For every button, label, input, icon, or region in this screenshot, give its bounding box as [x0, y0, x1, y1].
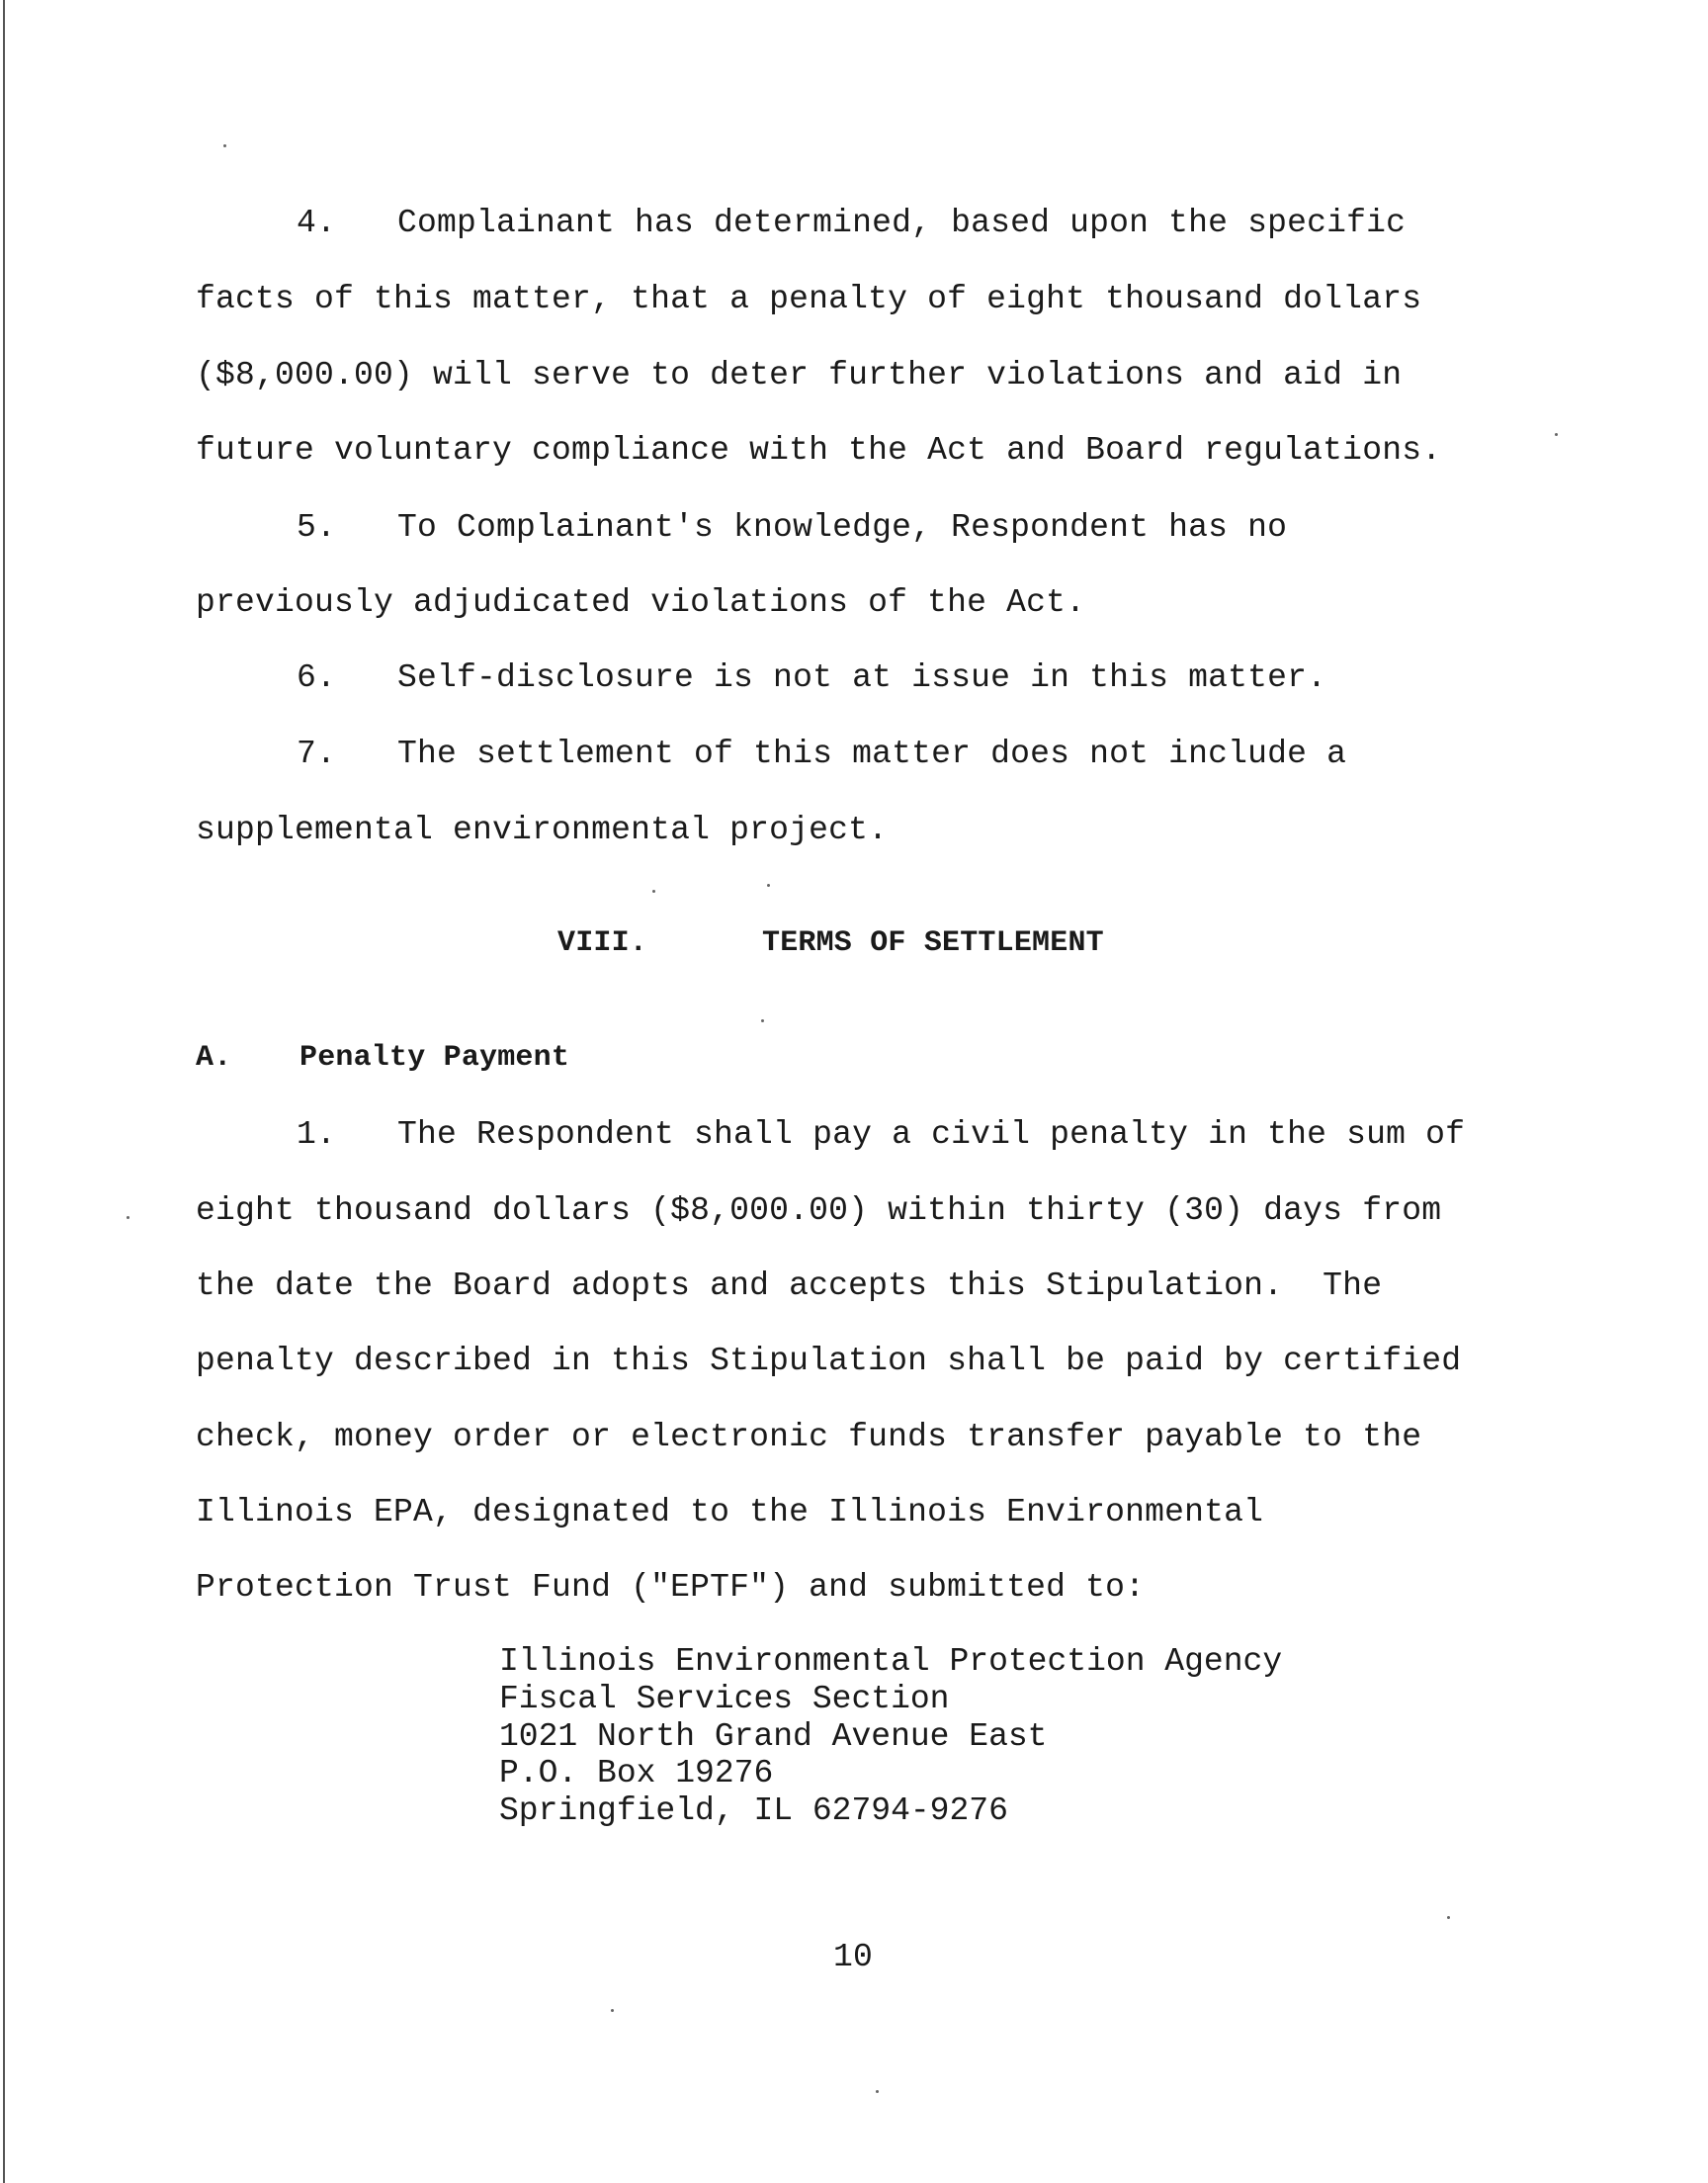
paragraph-5-line-1 [297, 508, 1287, 548]
paragraph-number: 6. [297, 659, 337, 696]
page-number: 10 [833, 1939, 874, 1975]
paragraph-6-line-1 [297, 658, 1326, 698]
paragraph-text: Self-disclosure is not at issue in this matter. [397, 659, 1327, 696]
paragraph-4-line-4: future voluntary compliance with the Act and Board regulations. [196, 432, 1442, 469]
paragraph-text: To Complainant's knowledge, Respondent has no [397, 509, 1288, 546]
paragraph-text: The settlement of this matter does not include a [397, 736, 1347, 772]
payment-line-6: Illinois EPA, designated to the Illinois Environmental [196, 1494, 1264, 1530]
paragraph-number: 5. [297, 509, 337, 546]
paragraph-text: The Respondent shall pay a civil penalty in the sum of [397, 1116, 1466, 1153]
paragraph-7-line-2: supplemental environmental project. [196, 812, 889, 848]
payment-line-3: the date the Board adopts and accepts this Stipulation. The [196, 1267, 1383, 1304]
address-line-4: P.O. Box 19276 [499, 1755, 774, 1791]
paragraph-4-line-1 [297, 204, 1406, 243]
payment-line-2: eight thousand dollars ($8,000.00) within thirty (30) days from [196, 1192, 1442, 1229]
address-line-3: 1021 North Grand Avenue East [499, 1718, 1048, 1755]
payment-line-4: penalty described in this Stipulation shall be paid by certified [196, 1343, 1462, 1379]
payment-line-1 [297, 1115, 1465, 1155]
scan-speck [611, 2009, 614, 2012]
scan-speck [767, 884, 770, 887]
scan-page-edge [3, 0, 5, 2183]
address-line-5: Springfield, IL 62794-9276 [499, 1792, 1008, 1829]
section-number: VIII. [557, 926, 648, 960]
scan-speck [1555, 433, 1558, 436]
payment-line-5: check, money order or electronic funds transfer payable to the [196, 1419, 1422, 1455]
payment-line-7: Protection Trust Fund ("EPTF") and submitted to: [196, 1569, 1146, 1606]
scan-speck [876, 2090, 879, 2093]
subsection-letter: A. [196, 1041, 232, 1075]
scan-speck [127, 1216, 129, 1219]
section-title: TERMS OF SETTLEMENT [762, 926, 1104, 960]
address-line-2: Fiscal Services Section [499, 1681, 950, 1717]
paragraph-number: 7. [297, 736, 337, 772]
paragraph-5-line-2: previously adjudicated violations of the Act. [196, 584, 1086, 621]
paragraph-number: 1. [297, 1116, 337, 1153]
paragraph-text: Complainant has determined, based upon the specific [397, 205, 1407, 241]
scan-speck [1447, 1916, 1450, 1919]
paragraph-4-line-2: facts of this matter, that a penalty of eight thousand dollars [196, 281, 1422, 317]
scan-speck [761, 1019, 764, 1022]
scan-speck [652, 890, 655, 893]
subsection-title: Penalty Payment [299, 1041, 570, 1075]
paragraph-4-line-3: ($8,000.00) will serve to deter further violations and aid in [196, 357, 1403, 393]
paragraph-number: 4. [297, 205, 337, 241]
scan-speck [223, 144, 226, 147]
paragraph-7-line-1 [297, 735, 1346, 774]
address-line-1: Illinois Environmental Protection Agency [499, 1643, 1283, 1680]
